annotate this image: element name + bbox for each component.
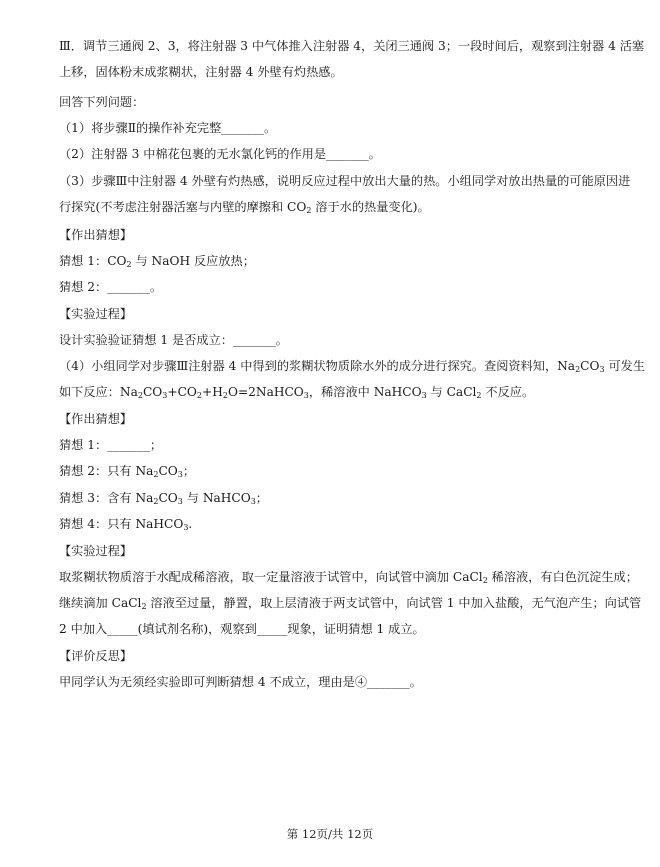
text-line: 甲同学认为无须经实验即可判断猜想 4 不成立，理由是④_______。 — [59, 675, 422, 689]
text-line: 如下反应：$Na_2CO_3+CO_2+H_2O=2NaHCO_3$，稀溶液中 NaHCO$_3$ 与 CaCl$_2$ 不反应。 — [59, 385, 535, 400]
text-line: （1）将步骤Ⅱ的操作补充完整_______。 — [59, 121, 277, 135]
text-line: 行探究(不考虑注射器活塞与内壁的摩擦和 $CO_2$ 溶于水的热量变化)。 — [59, 200, 430, 215]
text-line: 猜想 3：含有 $Na_2CO_3$ 与 NaHCO$_3$； — [59, 491, 268, 506]
text-line: 2 中加入_____(填试剂名称)，观察到_____现象，证明猜想 1 成立。 — [59, 622, 425, 636]
text-line: 【实验过程】 — [59, 307, 133, 321]
text-line: 【作出猜想】 — [59, 412, 133, 426]
text-line: 取浆糊状物质溶于水配成稀溶液，取一定量溶液于试管中，向试管中滴加 CaCl$_2$ 稀溶液，有白色沉淀生成； — [59, 570, 638, 585]
text-line: Ⅲ．调节三通阀 2、3，将注射器 3 中气体推入注射器 4，关闭三通阀 3；一段时间后，观察到注射器 4 活塞 — [59, 39, 645, 53]
text-line: 继续滴加 CaCl$_2$ 溶液至过量，静置，取上层清液于两支试管中，向试管 1 中加入盐酸，无气泡产生；向试管 — [59, 596, 642, 611]
text-line: 猜想 2：只有 $Na_2CO_3$； — [59, 464, 196, 479]
text-line: 【作出猜想】 — [59, 228, 133, 242]
text-line: 【评价反思】 — [59, 649, 133, 663]
text-line: 猜想 4：只有 NaHCO$_3$. — [59, 517, 193, 532]
text-line: 猜想 1：_______； — [59, 438, 163, 452]
text-line: 猜想 1：$CO_2$ 与 NaOH 反应放热； — [59, 254, 255, 269]
text-line: 回答下列问题： — [59, 95, 145, 109]
text-line: （2）注射器 3 中棉花包裹的无水氯化钙的作用是_______。 — [59, 147, 381, 161]
page-footer: 第 12页/共 12页 — [286, 827, 374, 841]
text-line: （3）步骤Ⅲ中注射器 4 外壁有灼热感，说明反应过程中放出大量的热。小组同学对放出热量的可能原因进 — [59, 174, 631, 188]
text-line: 【实验过程】 — [59, 544, 133, 558]
text-line: 设计实验验证猜想 1 是否成立：_______。 — [59, 333, 288, 347]
text-line: 上移，固体粉末成浆糊状，注射器 4 外壁有灼热感。 — [59, 65, 343, 79]
text-line: 猜想 2：_______。 — [59, 280, 163, 294]
text-line: （4）小组同学对步骤Ⅲ注射器 4 中得到的浆糊状物质除水外的成分进行探究。查阅资料知，$Na_2CO_3$ 可发生 — [59, 359, 646, 374]
